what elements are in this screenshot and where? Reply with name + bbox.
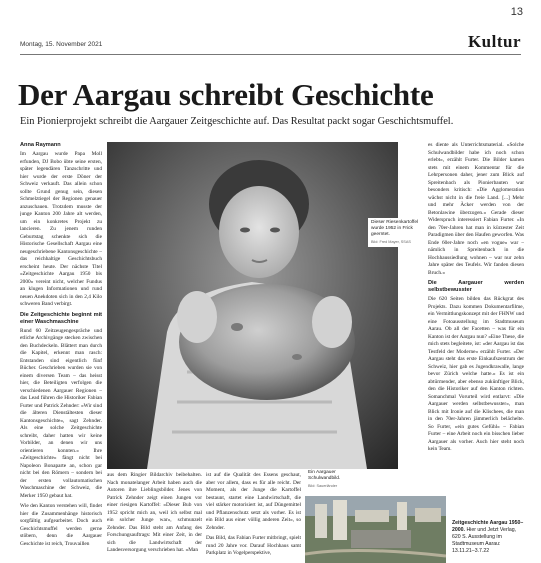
caption-text: Ein Aargauer Schulwandbild. — [308, 470, 341, 481]
paragraph: Wie den Kanton verstehen will, findet hier die Zusammenhänge historisch sorgfältig aufgearbeitet. Doch auch Geschichtsmuffel werden gerne stöbern, denn die Aargauer Geschichte ist reich, Trouvaillen — [20, 503, 102, 547]
paragraph: ist auf die Qualität des Essens geschaut, aber vor allem, dass es für alle reicht. Der Moment, als der Junge die Kartoffel bestaunt, startet eine Landwirtschaft, die viel stärker motorisiert ist, auf Düngemittel und Pflanzenschutz setzt als vorher. Es ist ein Bild aus einer völlig anderen Zeit», so Zehnder. — [206, 472, 301, 531]
column-3 — [206, 472, 301, 563]
schoolchart-caption — [308, 470, 364, 489]
photo-illustration — [107, 142, 398, 469]
paragraph: Im Aargau wurde Papa Moll erfunden, DJ Bobo übte seine ersten, später legendären Tanzschritte und hier wurde der erste Döner der Schweiz verkauft. Das allein schon sollte Grund genug sein, diesen Schmelztiegel der Regionen genauer anzuschauen. Trotzdem musste der junge Kanton 200 Jahre alt werden, um ein konkretes Projekt zu lancieren. Zu jenem runden Geburtstag schenkte sich die Historische Gesellschaft Aargau eine neugeschriebene Kantonsgeschichte – das reichhaltige Geschichtsbuch erscheint heute. Der nächste Titel «Zeitgeschichte Aargau 1950 bis 2000» vereint nicht, welcher Fundus an klugen Informationen und rund neuen Anekdoten sich in den 2,4 Kilo schweren Band verbirgt. — [20, 151, 102, 307]
school-wall-picture — [305, 496, 446, 563]
page-number: 13 — [510, 6, 523, 18]
lead-text: Ein Pionierprojekt schreibt die Aargauer Zeitgeschichte auf. Das Resultat packt sogar Geschichtsmuffel. — [20, 116, 454, 127]
column-1 — [20, 151, 102, 563]
subheading: Die Aargauer werden selbstbewusster — [428, 280, 524, 293]
photo-credit: Bild: Sauerländer — [308, 484, 338, 488]
column-2 — [107, 472, 202, 563]
paragraph: Das Bild, das Fabian Furter mitbringt, spielt rund 20 Jahre vor. Darauf Hochhaus samt Parkplatz in Vogelperspektive, — [206, 535, 301, 556]
boy-with-potato-photo — [107, 142, 398, 469]
photo-illustration — [305, 496, 446, 563]
section-title: Kultur — [467, 32, 521, 51]
header-rule — [20, 54, 521, 55]
caption-text: Dieser Riesenkartoffel wurde 1952 in Frick geerntet. — [371, 220, 419, 237]
book-info-box — [452, 520, 524, 555]
paragraph: es diente als Unterrichtsmaterial. «Solche Schulwandbilder habe ich noch schon erlebt», erzählt Furter. Die Bilder kamen stets mit einem Kommentar für die Lehrpersonen daher, jener zum Blick auf Spreitenbach als Pionierbauten war besonders kritisch: «Die Agglomeration wächst nicht in die freie Land. [...] Mehr und mehr Äcker werden von der Betonlawine überzogen.» Gerade dieser Widerspruch interessiert Fabian Furter. «In den 70er-Jahren hat man in kürzester Zeit Paradigmen über den Haufen geworfen. Was Ende 60er-Jahre noch «en vogue» war – nämlich in Spreitenbach in die Hochhaussiedlung wohnen – war nur zehn Jahre später des Teufels. Wir fanden diesen Bruch.» — [428, 142, 524, 276]
author-byline: Anna Raymann — [20, 142, 61, 148]
photo-caption — [368, 218, 428, 247]
paragraph: Die 620 Seiten bilden das Rückgrat des Projekts. Dazu kommen Dokumentarfilme, ein Vermittlungskonzept mit der FHNW und eine Fotoausstellung im Stadtmuseum Aarau. Ob all der Facetten – was für ein Kanton ist der Aargau nun? «Eine These, die mich stets begleitete, ist: «der Aargau ist das Testfeld der Moderne» erzählt Furter. «Der Aargau steht das erste Einkaufszentrum der Schweiz, hier gab es Jugendkrawalle, lange bevor Zürich welche hatte.» Es ist ein abtürmender, aber ebenso zukünftiger Blick, den die Historiker auf den Kanton richten. Somanchmal Vorurteil wird entlarvt: «Die Aargauer werden selbstbewusster», man Blick mit Ironie auf die Klischees, die man in den 70er-Jahren jämmerlich belächelte. So Furter, «ein gutes Gefühl» – Fabian Furter – eine Arbeit noch ein bisschen lieber Aargauer als vorher. Auch hier steht noch kein Team. — [428, 296, 524, 452]
photo-credit: Bild: Fred Mayer, SSAS — [371, 240, 411, 244]
headline: Der Aargau schreibt Geschichte — [18, 77, 434, 112]
subheading: Die Zeitgeschichte beginnt mit einer Waschmaschine — [20, 311, 102, 325]
page-date: Montag, 15. November 2021 — [20, 41, 103, 48]
paragraph: aus dem Ringier Bildarchiv beibehalten. Nach monatelanger Arbeit haben auch die Autoren ihre Lieblingsbilder. Jenes von Patrick Zehnder zeigt einen Jungen vor einer riesigen Kartoffel: «Dieser Bub von 1952 spricht mich an, weil ich selbst mal ein solcher Junge war», schmunzelt Zehnder. Das Bild steht am Anfang des Forschungsauftrags: Mit einer Zeit, in der sich die Landwirtschaft der Landesversorgung verschrieben hat. «Man — [107, 472, 202, 553]
book-details: Hier und Jetzt Verlag, 620 S. Ausstellung im Stadtmuseum Aarau: 13.11.21–3.7.22 — [452, 527, 517, 554]
column-4 — [428, 142, 524, 516]
paragraph: Rund 60 Zeitzeugengespräche und etliche Archivgänge stecken zwischen den Buchdeckeln. Blättert man durch die Kapitel, erkennt man rasch: Entstanden sind eigentlich fünf Bücher. Geschrieben wurden sie von einem diversen Team – das heisst hier, die Beteiligten verfolgen die verschiedenen Aargauer Regionen – das Lead führen die Historiker Fabian Furter und Patrick Zehnder: «Wir sind die älteren Dienstältesten dieser Kantonsgeschichte», sagt Zehnder. Als eine solche Zeitgeschichte schreibt, daher hatten wir keine Vorbilder, an denen wir uns orientieren konnten.» Ihre «Zeitgeschichte» fängt nicht bei Napoleon Bonaparte an, schon gar nicht bei den Römern – sondern bei der ersten vollautomatischen Waschmaschine der Schweiz, die Merker 1950 gebaut hat. — [20, 327, 102, 499]
book-title: Zeitgeschichte Aargau 1950–2000. — [452, 520, 524, 533]
